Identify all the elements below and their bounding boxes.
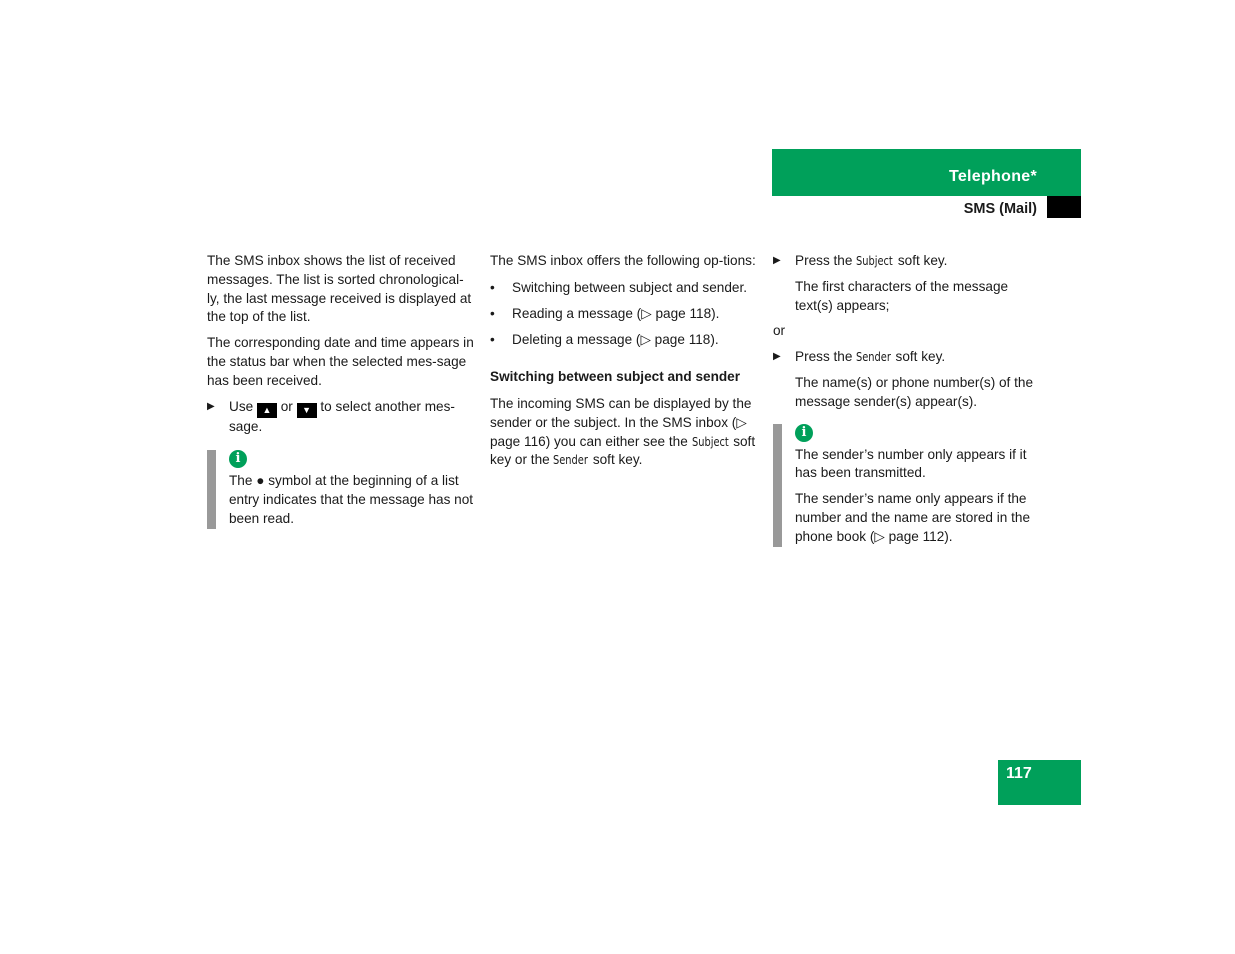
info-note	[207, 450, 475, 528]
soft-key-label: Subject	[856, 254, 893, 268]
list-item: • Deleting a message (▷ page 118).	[490, 331, 756, 350]
instruction-step: ▶ Press the Subject soft key.	[773, 252, 1039, 271]
arrow-icon: ▶	[207, 400, 215, 412]
paragraph: The corresponding date and time appears in the status bar when the selected mes-sage has been received.	[207, 335, 474, 388]
column-3	[773, 252, 1039, 547]
section-header	[772, 196, 1081, 218]
soft-key-label: Sender	[856, 350, 892, 365]
instruction-step: ▶ Press the Sender soft key.	[773, 348, 1039, 367]
or-separator: or	[773, 323, 786, 339]
section-marker	[1047, 196, 1081, 218]
soft-key-label: Sender	[553, 453, 589, 468]
chapter-title: Telephone*	[948, 168, 1037, 185]
soft-key-label: Subject	[691, 434, 729, 449]
note-bar	[207, 450, 216, 528]
paragraph: The SMS inbox offers the following op-tions:	[490, 253, 756, 268]
info-icon: i	[229, 450, 247, 468]
page-number: 117	[1006, 765, 1032, 782]
chapter-header	[772, 149, 1081, 196]
instruction-step: ▶ Use ▲ or ▼ to select another mes-sage.	[207, 398, 455, 434]
paragraph: The incoming SMS can be displayed by the sender or the subject. In the SMS inbox (▷ page 116) you can either see the Subject soft key or the Sender soft key.	[490, 395, 756, 470]
paragraph: The SMS inbox shows the list of received messages. The list is sorted chronological-ly, the last message received is displayed at the top of the list.	[207, 253, 472, 325]
note-text: The sender’s number only appears if it has been transmitted.	[795, 446, 1027, 481]
bullet-icon: •	[490, 306, 495, 322]
note-bar	[773, 424, 782, 547]
arrow-icon: ▶	[773, 255, 781, 266]
unread-dot-icon: ●	[256, 473, 265, 489]
note-text: The ● symbol at the beginning of a list entry indicates that the message has not been read.	[229, 473, 474, 526]
up-arrow-key-icon: ▲	[257, 403, 277, 418]
arrow-icon: ▶	[773, 351, 781, 363]
down-arrow-key-icon: ▼	[297, 403, 317, 418]
step-result: The first characters of the message text(s) appears;	[795, 278, 1009, 313]
note-text: The sender’s name only appears if the number and the name are stored in the phone book (▷ page 112).	[795, 491, 1031, 544]
column-1	[207, 252, 475, 529]
list-item: • Reading a message (▷ page 118).	[490, 305, 756, 324]
list-item: • Switching between subject and sender.	[490, 279, 756, 298]
page-number-box	[998, 760, 1081, 805]
info-icon: i	[795, 424, 813, 442]
info-note	[773, 424, 1039, 547]
bullet-icon: •	[490, 279, 495, 295]
step-result: The name(s) or phone number(s) of the message sender(s) appear(s).	[795, 374, 1034, 409]
bullet-icon: •	[490, 332, 495, 348]
section-title: SMS (Mail)	[963, 201, 1037, 217]
subheading: Switching between subject and sender	[490, 369, 741, 385]
column-2	[490, 252, 756, 477]
